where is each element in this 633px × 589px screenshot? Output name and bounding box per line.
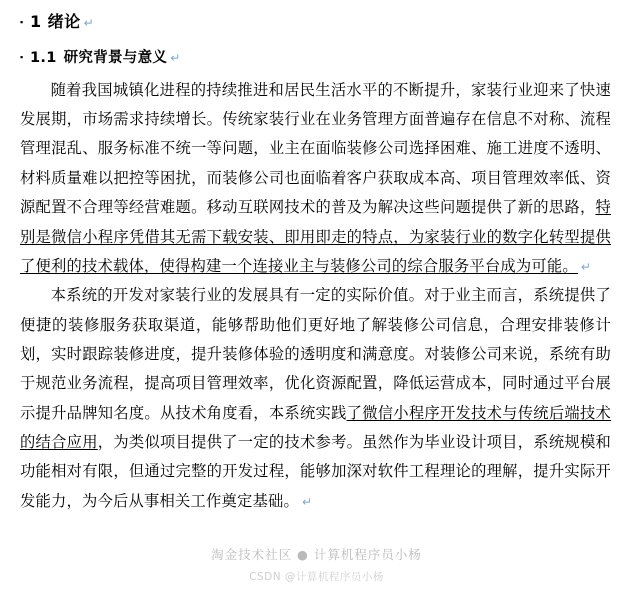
heading-2-title: 研究背景与意义: [63, 50, 168, 66]
heading-1-text: [30, 10, 94, 34]
paragraph-2: [20, 281, 611, 516]
paragraph-2-segment-3: ，为类似项目提供了一定的技术参考。虽然作为毕业设计项目，系统规模和功能相对有限，但通过完整的开发过程，能够加深对软件工程理论的理解，提升实际开发能力，为今后从事相关工作奠定基础。: [20, 434, 611, 510]
paragraph-1: [20, 76, 611, 282]
paragraph-1-segment-1: 随着我国城镇化进程的持续推进和居民生活水平的不断提升，家装行业迎来了快速发展期，市场需求持续增长。传统家装行业在业务管理方面普遍存在信息不对称、流程管理混乱、服务标准不统一等问题，业主在面临装修公司选择困难、施工进度不透明、材料质量难以把控等困扰，而装修公司也面临着客户获取成本高、项目管理效率低、资源配置不合理等经营难题。移动互联网技术的普及为解决这些问题提供了新的思路，: [20, 81, 611, 217]
watermark-bottom: CSDN @计算机程序员小杨: [249, 571, 384, 583]
heading-2-number: 1.1: [30, 50, 57, 66]
heading-1-number: 1: [30, 12, 42, 31]
pilcrow-mark: ↵: [83, 16, 95, 30]
list-bullet-icon: [20, 14, 30, 27]
paragraph-2-segment-2: 了微信小程序开发技术与传统后端技术的结合应用: [20, 404, 612, 452]
heading-1-title: 绪论: [47, 12, 81, 31]
paragraph-2-segment-1: 本系统的开发对家装行业的发展具有一定的实际价值。对于业主而言，系统提供了便捷的装修服务获取渠道，能够帮助他们更好地了解装修公司信息，合理安排装修计划，实时跟踪装修进度，提升装修体验的透明度和满意度。对装修公司来说，系统有助于规范业务流程，提高项目管理效率，优化资源配置，降低运营成本，同时通过平台展示提升品牌知名度。从技术角度看，本系统实践: [20, 287, 611, 422]
paragraph-1-segment-2: 特别是微信小程序凭借其无需下载安装、即用即走的特点，为家装行业的数字化转型提供了便利的技术载体，使得构建一个连接业主与装修公司的综合服务平台成为可能。: [20, 199, 611, 275]
heading-1: [20, 10, 611, 34]
pilcrow-mark: ↵: [301, 494, 313, 509]
heading-2-text: [30, 48, 181, 70]
pilcrow-mark: ↵: [170, 51, 181, 65]
watermark-center: 淘金技术社区 ● 计算机程序员小杨: [211, 547, 422, 562]
heading-2: [20, 48, 611, 70]
list-bullet-icon: [20, 49, 30, 62]
pilcrow-mark: ↵: [580, 259, 592, 274]
